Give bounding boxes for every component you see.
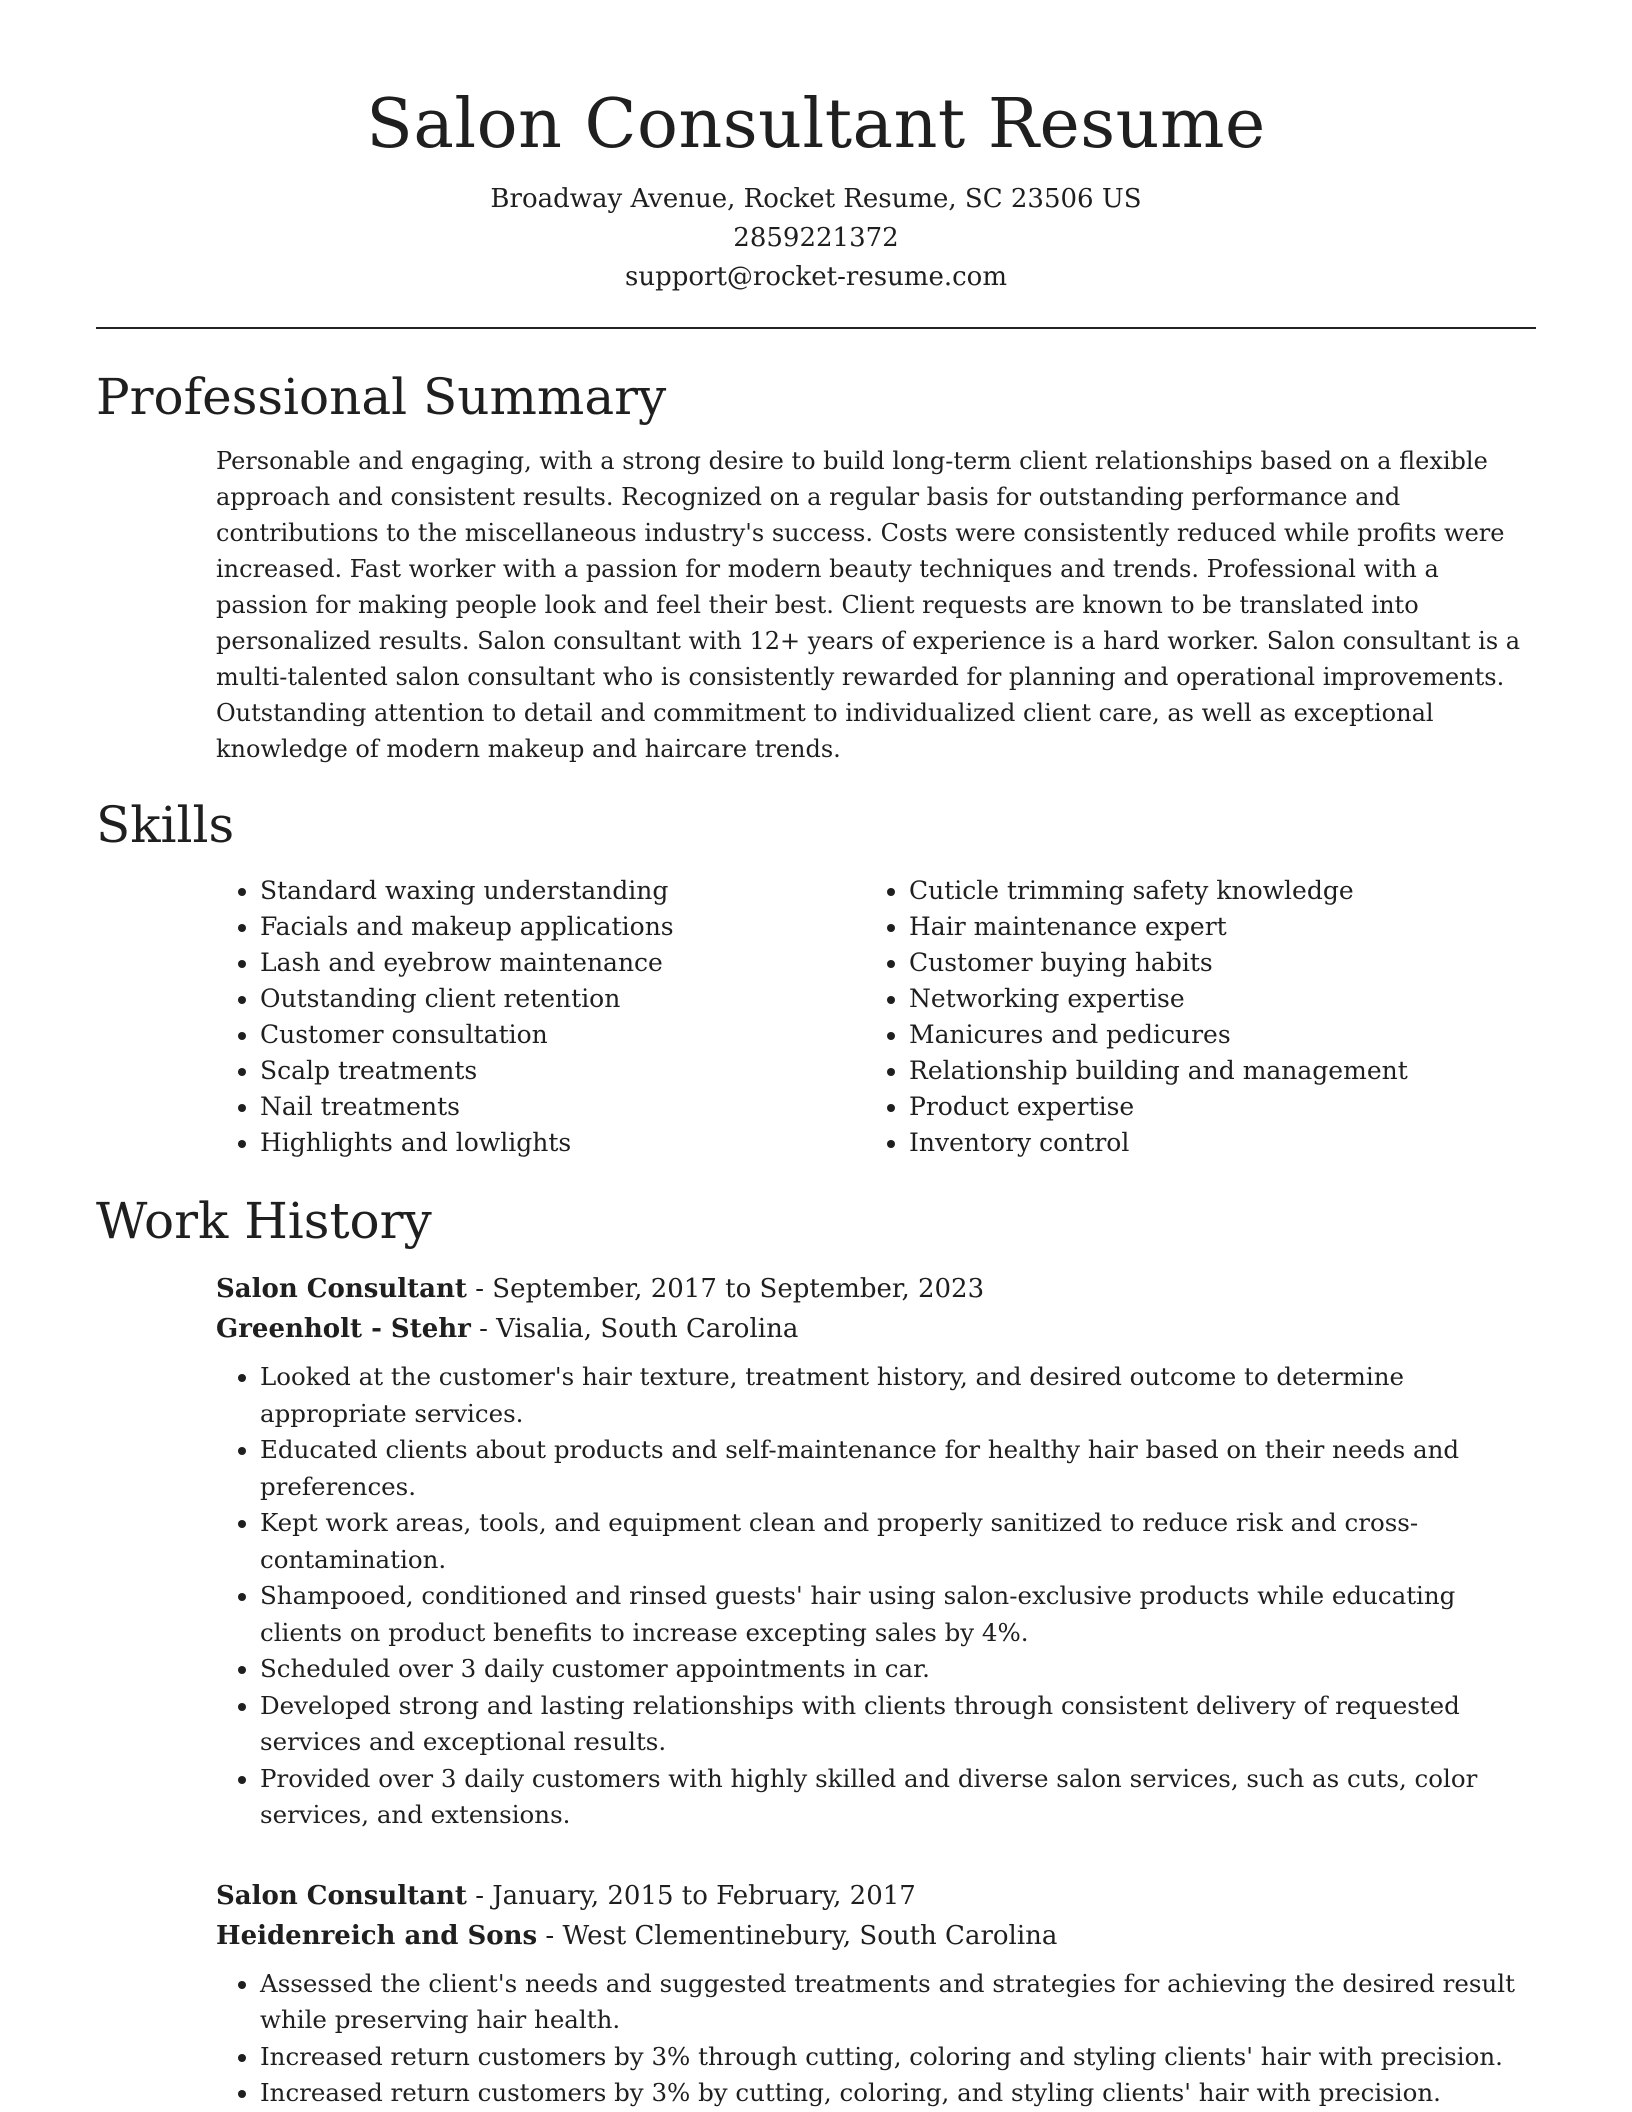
job-company-line <box>216 1309 1536 1349</box>
job-bullets <box>216 1966 1536 2112</box>
job-bullet: • Provided over 3 daily customers with highly skilled and diverse salon services, such as cuts, color services, and extensions. <box>260 1761 1536 1834</box>
summary-section <box>96 365 1536 767</box>
job-company: Greenholt - Stehr <box>216 1314 471 1344</box>
job-role: Salon Consultant <box>216 1880 467 1911</box>
job-bullet: • Scheduled over 3 daily customer appointments in car. <box>260 1651 1536 1688</box>
resume-header <box>96 0 1536 297</box>
summary-text: Personable and engaging, with a strong desire to build long-term client relationships based on a flexible approach and consistent results. Recognized on a regular basis for outstanding performance and contributions to the miscellaneous industry's success. Costs were consistently reduced while profits were increased. Fast worker with a passion for modern beauty techniques and trends. Professional with a passion for making people look and feel their best. Client requests are known to be translated into personalized results. Salon consultant with 12+ years of experience is a hard worker. Salon consultant is a multi-talented salon consultant who is consistently rewarded for planning and operational improvements. Outstanding attention to detail and commitment to individualized client care, as well as exceptional knowledge of modern makeup and haircare trends. <box>216 447 1521 763</box>
skill-item: • Inventory control <box>909 1125 1514 1161</box>
job-bullet: • Increased return customers by 3% by cutting, coloring, and styling clients' hair with precision. <box>260 2075 1536 2112</box>
skill-item: • Relationship building and management <box>909 1053 1514 1089</box>
job-company: Heidenreich and Sons <box>216 1920 538 1951</box>
skill-item: • Hair maintenance expert <box>909 909 1514 945</box>
job-location: - Visalia, South Carolina <box>470 1314 799 1344</box>
job-bullets <box>216 1359 1536 1834</box>
summary-heading: Professional Summary <box>96 368 667 426</box>
skill-item: • Customer buying habits <box>909 945 1514 981</box>
job-bullet: • Kept work areas, tools, and equipment clean and properly sanitized to reduce risk and cross-contamination. <box>260 1505 1536 1578</box>
job-location: - West Clementinebury, South Carolina <box>537 1920 1058 1951</box>
resume-title: Salon Consultant Resume <box>366 85 1266 164</box>
skill-item: • Manicures and pedicures <box>909 1017 1514 1053</box>
skill-item: • Scalp treatments <box>260 1053 865 1089</box>
skill-item: • Nail treatments <box>260 1089 865 1125</box>
job-title-line <box>216 1269 1536 1309</box>
skills-section <box>96 793 1536 1161</box>
skill-item: • Facials and makeup applications <box>260 909 865 945</box>
skill-item: • Standard waxing understanding <box>260 873 865 909</box>
job-company-line <box>216 1916 1536 1956</box>
job-bullet: • Looked at the customer's hair texture, treatment history, and desired outcome to determine appropriate services. <box>260 1359 1536 1432</box>
contact-phone: 2859221372 <box>733 223 899 253</box>
job-dates: - September, 2017 to September, 2023 <box>466 1274 985 1304</box>
skill-item: • Cuticle trimming safety knowledge <box>909 873 1514 909</box>
contact-email: support@rocket-resume.com <box>624 262 1007 292</box>
skills-columns <box>216 873 1536 1161</box>
skill-item: • Highlights and lowlights <box>260 1125 865 1161</box>
skill-item: • Outstanding client retention <box>260 981 865 1017</box>
contact-address: Broadway Avenue, Rocket Resume, SC 23506 US <box>490 184 1142 214</box>
job-bullet: • Developed strong and lasting relationships with clients through consistent delivery of requested services and exceptional results. <box>260 1688 1536 1761</box>
skill-item: • Networking expertise <box>909 981 1514 1017</box>
resume-page <box>96 0 1536 2112</box>
job-entry <box>216 1876 1536 2112</box>
header-divider <box>96 327 1536 329</box>
job-role: Salon Consultant <box>216 1274 467 1304</box>
skills-list-right <box>865 873 1514 1161</box>
job-dates: - January, 2015 to February, 2017 <box>466 1880 916 1911</box>
work-history-heading: Work History <box>96 1192 432 1250</box>
job-entry <box>216 1269 1536 1834</box>
work-history-section <box>96 1189 1536 2112</box>
contact-info <box>96 180 1536 297</box>
skills-list-left <box>216 873 865 1161</box>
job-bullet: • Assessed the client's needs and suggested treatments and strategies for achieving the desired result while preserving hair health. <box>260 1966 1536 2039</box>
job-bullet: • Shampooed, conditioned and rinsed guests' hair using salon-exclusive products while educating clients on product benefits to increase excepting sales by 4%. <box>260 1578 1536 1651</box>
skills-heading: Skills <box>96 796 235 854</box>
job-bullet: • Increased return customers by 3% through cutting, coloring and styling clients' hair with precision. <box>260 2039 1536 2076</box>
job-title-line <box>216 1876 1536 1916</box>
skill-item: • Lash and eyebrow maintenance <box>260 945 865 981</box>
skill-item: • Customer consultation <box>260 1017 865 1053</box>
job-bullet: • Educated clients about products and self-maintenance for healthy hair based on their needs and preferences. <box>260 1432 1536 1505</box>
skill-item: • Product expertise <box>909 1089 1514 1125</box>
